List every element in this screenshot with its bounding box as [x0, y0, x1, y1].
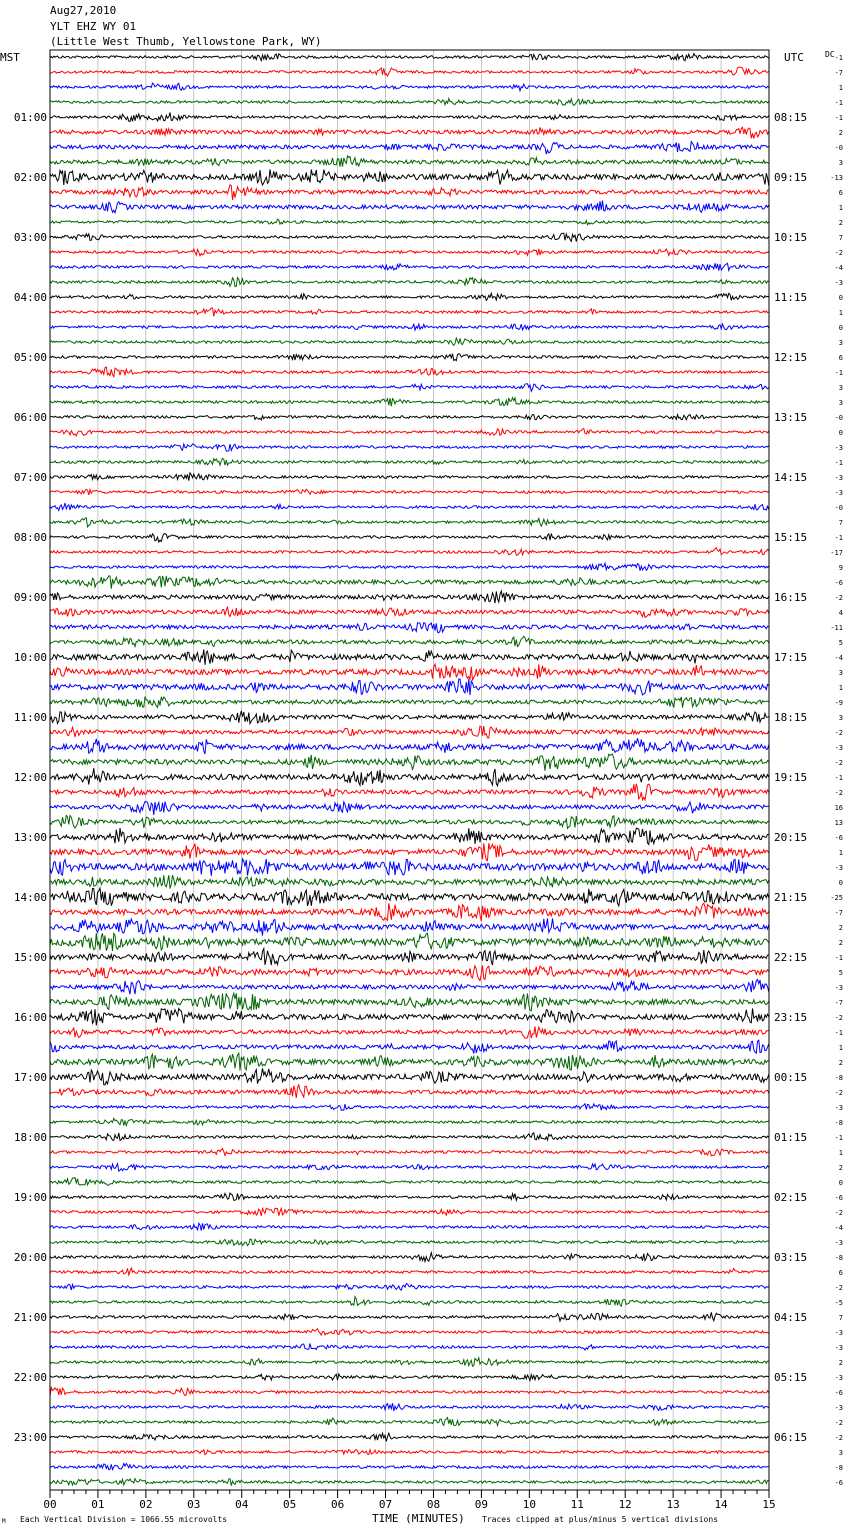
- trace-row: [50, 623, 769, 633]
- dc-offset-label: 2: [838, 1059, 843, 1067]
- trace-row: [50, 169, 769, 186]
- dc-offset-label: -1: [834, 954, 843, 962]
- plot-frame: [50, 50, 769, 1490]
- trace-row: [50, 354, 769, 361]
- mst-hour-label: 01:00: [13, 111, 47, 124]
- dc-offset-label: -3: [834, 1344, 843, 1352]
- dc-offset-label: -1: [834, 534, 843, 542]
- dc-offset-label: -2: [834, 1434, 843, 1442]
- x-tick-label: 02: [139, 1498, 153, 1511]
- dc-offset-label: 1: [838, 204, 843, 212]
- trace-row: [50, 367, 769, 377]
- mst-hour-label: 16:00: [13, 1011, 47, 1024]
- dc-offset-label: -3: [834, 864, 843, 872]
- trace-row: [50, 1239, 769, 1246]
- mst-hour-label: 14:00: [13, 891, 47, 904]
- trace-row: [50, 1433, 769, 1441]
- trace-row: [50, 142, 769, 155]
- dc-offset-label: -2: [834, 759, 843, 767]
- dc-offset-label: -7: [834, 909, 843, 917]
- x-tick-label: 08: [426, 1498, 441, 1511]
- trace-row: [50, 278, 769, 287]
- x-tick-label: 05: [283, 1498, 297, 1511]
- x-tick-label: 06: [330, 1498, 345, 1511]
- utc-hour-label: 16:15: [774, 591, 808, 604]
- trace-row: [50, 1479, 769, 1486]
- dc-offset-label: 0: [838, 294, 843, 302]
- utc-hour-label: 09:15: [774, 171, 808, 184]
- dc-offset-label: -0: [834, 414, 843, 422]
- trace-row: [50, 1149, 769, 1156]
- trace-row: [50, 933, 769, 951]
- utc-hour-label: 03:15: [774, 1251, 808, 1264]
- mst-hour-label: 11:00: [13, 711, 47, 724]
- x-tick-label: 03: [187, 1498, 201, 1511]
- trace-row: [50, 1104, 769, 1111]
- trace-row: [50, 518, 769, 527]
- trace-row: [50, 1450, 769, 1455]
- dc-offset-label: -17: [830, 549, 843, 557]
- x-tick-label: 15: [762, 1498, 776, 1511]
- dc-offset-label: 1: [838, 84, 843, 92]
- trace-row: [50, 1388, 769, 1397]
- dc-offset-label: 3: [838, 399, 843, 407]
- trace-row: [50, 489, 769, 495]
- scale-note: Each Vertical Division = 1066.55 microvolts: [20, 1515, 228, 1524]
- utc-label: UTC: [784, 51, 804, 64]
- dc-offset-label: 3: [838, 339, 843, 347]
- dc-offset-label: 3: [838, 159, 843, 167]
- header-location: (Little West Thumb, Yellowstone Park, WY): [50, 35, 322, 48]
- dc-offset-label: -6: [834, 1194, 843, 1202]
- dc-offset-label: -5: [834, 1299, 843, 1307]
- trace-row: [50, 1178, 769, 1186]
- dc-offset-label: -3: [834, 489, 843, 497]
- dc-offset-label: -2: [834, 249, 843, 257]
- dc-offset-label: 4: [838, 609, 843, 617]
- dc-offset-label: -3: [834, 474, 843, 482]
- dc-offset-label: 1: [838, 309, 843, 317]
- dc-offset-label: 7: [838, 1314, 843, 1322]
- trace-row: [50, 324, 769, 330]
- logo-mark: M: [2, 1518, 6, 1525]
- trace-row: [50, 1008, 769, 1025]
- x-tick-label: 12: [618, 1498, 632, 1511]
- dc-offset-label: 3: [838, 714, 843, 722]
- trace-layer: [50, 54, 769, 1486]
- dc-offset-label: -4: [834, 264, 843, 272]
- clip-note: Traces clipped at plus/minus 5 vertical divisions: [482, 1515, 719, 1524]
- trace-row: [50, 966, 769, 981]
- mst-hour-label: 07:00: [13, 471, 47, 484]
- grid-lines: [98, 50, 721, 1490]
- trace-row: [50, 429, 769, 436]
- mst-hour-label: 08:00: [13, 531, 47, 544]
- trace-row: [50, 918, 769, 935]
- dc-offset-label: -1: [834, 459, 843, 467]
- dc-offset-label: -7: [834, 999, 843, 1007]
- trace-row: [50, 768, 769, 786]
- dc-offset-label: 2: [838, 924, 843, 932]
- trace-row: [50, 293, 769, 300]
- trace-row: [50, 1026, 769, 1038]
- dc-offset-label: -3: [834, 279, 843, 287]
- trace-row: [50, 859, 769, 876]
- dc-offset-label: -9: [834, 699, 843, 707]
- trace-row: [50, 563, 769, 570]
- trace-row: [50, 263, 769, 271]
- trace-row: [50, 591, 769, 603]
- trace-row: [50, 534, 769, 543]
- utc-hour-label: 00:15: [774, 1071, 808, 1084]
- mst-hour-label: 22:00: [13, 1371, 47, 1384]
- trace-row: [50, 1253, 769, 1262]
- trace-row: [50, 1085, 769, 1098]
- trace-row: [50, 1208, 769, 1216]
- dc-offset-label: -2: [834, 729, 843, 737]
- trace-row: [50, 127, 769, 138]
- dc-offset-label: -3: [834, 1329, 843, 1337]
- trace-row: [50, 1053, 769, 1070]
- x-tick-label: 07: [378, 1498, 393, 1511]
- dc-offset-label: -1: [834, 54, 843, 62]
- dc-offset-label: -3: [834, 1404, 843, 1412]
- dc-offset-label: -3: [834, 744, 843, 752]
- trace-row: [50, 828, 769, 844]
- trace-row: [50, 384, 769, 392]
- mst-hour-label: 05:00: [13, 351, 47, 364]
- dc-offset-label: 6: [838, 354, 843, 362]
- dc-offset-label: -4: [834, 1224, 843, 1232]
- mst-hour-label: 12:00: [13, 771, 47, 784]
- dc-offset-label: -2: [834, 1419, 843, 1427]
- dc-offset-label: -6: [834, 579, 843, 587]
- mst-hour-label: 20:00: [13, 1251, 47, 1264]
- trace-row: [50, 738, 769, 754]
- trace-row: [50, 802, 769, 815]
- utc-hour-label: 23:15: [774, 1011, 808, 1024]
- utc-hour-label: 05:15: [774, 1371, 808, 1384]
- trace-row: [50, 1418, 769, 1426]
- dc-offset-label: -2: [834, 789, 843, 797]
- dc-offset-label: -6: [834, 1479, 843, 1487]
- dc-offset-label: -3: [834, 1104, 843, 1112]
- dc-offset-label: -2: [834, 1014, 843, 1022]
- mst-label: MST: [0, 51, 20, 64]
- mst-hour-label: 21:00: [13, 1311, 47, 1324]
- trace-row: [50, 156, 769, 167]
- axis-layer: [14, 54, 843, 1511]
- trace-row: [50, 979, 769, 994]
- dc-offset-label: 1: [838, 1044, 843, 1052]
- trace-row: [50, 548, 769, 556]
- dc-offset-label: 7: [838, 234, 843, 242]
- trace-row: [50, 99, 769, 106]
- dc-offset-label: -11: [830, 624, 843, 632]
- dc-offset-label: -8: [834, 1119, 843, 1127]
- utc-hour-label: 01:15: [774, 1131, 808, 1144]
- trace-row: [50, 1329, 769, 1335]
- mst-hour-label: 23:00: [13, 1431, 47, 1444]
- trace-row: [50, 1312, 769, 1321]
- utc-hour-label: 02:15: [774, 1191, 808, 1204]
- dc-offset-label: -13: [830, 174, 843, 182]
- trace-row: [50, 607, 769, 618]
- dc-offset-label: -4: [834, 654, 843, 662]
- trace-row: [50, 1164, 769, 1172]
- utc-hour-label: 14:15: [774, 471, 808, 484]
- trace-row: [50, 219, 769, 225]
- dc-offset-label: 1: [838, 684, 843, 692]
- trace-row: [50, 1297, 769, 1307]
- dc-offset-label: 1: [838, 1149, 843, 1157]
- x-axis-label: TIME (MINUTES): [372, 1512, 465, 1525]
- dc-offset-label: -3: [834, 1374, 843, 1382]
- trace-row: [50, 83, 769, 91]
- header-station: YLT EHZ WY 01: [50, 20, 137, 33]
- utc-hour-label: 06:15: [774, 1431, 808, 1444]
- dc-offset-label: 0: [838, 429, 843, 437]
- trace-row: [50, 1118, 769, 1125]
- dc-offset-label: -6: [834, 834, 843, 842]
- trace-row: [50, 754, 769, 771]
- dc-offset-label: 0: [838, 1179, 843, 1187]
- dc-offset-label: 3: [838, 384, 843, 392]
- dc-offset-label: -3: [834, 1239, 843, 1247]
- mst-hour-label: 10:00: [13, 651, 47, 664]
- dc-offset-label: -2: [834, 1089, 843, 1097]
- dc-offset-label: -3: [834, 444, 843, 452]
- mst-hour-label: 03:00: [13, 231, 47, 244]
- dc-offset-label: -1: [834, 1029, 843, 1037]
- utc-hour-label: 10:15: [774, 231, 808, 244]
- trace-row: [50, 503, 769, 511]
- dc-offset-label: 7: [838, 519, 843, 527]
- trace-row: [50, 1464, 769, 1470]
- trace-row: [50, 949, 769, 966]
- dc-offset-label: -8: [834, 1464, 843, 1472]
- trace-row: [50, 308, 769, 316]
- trace-row: [50, 903, 769, 921]
- trace-row: [50, 1403, 769, 1411]
- dc-offset-label: -1: [834, 1134, 843, 1142]
- mst-hour-label: 17:00: [13, 1071, 47, 1084]
- dc-offset-label: -7: [834, 69, 843, 77]
- x-tick-label: 11: [570, 1498, 584, 1511]
- mst-hour-label: 19:00: [13, 1191, 47, 1204]
- trace-row: [50, 458, 769, 465]
- trace-row: [50, 679, 769, 695]
- trace-row: [50, 1040, 769, 1053]
- trace-row: [50, 473, 769, 481]
- utc-hour-label: 21:15: [774, 891, 808, 904]
- dc-offset-label: -1: [834, 369, 843, 377]
- trace-row: [50, 338, 769, 345]
- mst-hour-label: 18:00: [13, 1131, 47, 1144]
- trace-row: [50, 636, 769, 646]
- trace-row: [50, 697, 769, 708]
- trace-row: [50, 1374, 769, 1381]
- dc-offset-label: 6: [838, 1269, 843, 1277]
- x-tick-label: 04: [235, 1498, 249, 1511]
- utc-hour-label: 13:15: [774, 411, 808, 424]
- x-tick-label: 09: [474, 1498, 489, 1511]
- trace-row: [50, 249, 769, 256]
- trace-row: [50, 726, 769, 738]
- dc-offset-label: 3: [838, 669, 843, 677]
- dc-offset-label: -0: [834, 144, 843, 152]
- utc-hour-label: 17:15: [774, 651, 808, 664]
- trace-row: [50, 711, 769, 724]
- utc-hour-label: 15:15: [774, 531, 808, 544]
- trace-row: [50, 1284, 769, 1291]
- trace-row: [50, 1068, 769, 1084]
- dc-offset-label: -2: [834, 1209, 843, 1217]
- dc-label: DC: [825, 50, 835, 59]
- dc-offset-label: -1: [834, 774, 843, 782]
- trace-row: [50, 54, 769, 61]
- dc-offset-label: -1: [834, 114, 843, 122]
- trace-row: [50, 444, 769, 451]
- dc-offset-label: -25: [830, 894, 843, 902]
- utc-hour-label: 20:15: [774, 831, 808, 844]
- trace-row: [50, 664, 769, 680]
- trace-row: [50, 888, 769, 906]
- dc-offset-label: 3: [838, 1449, 843, 1457]
- dc-offset-label: 0: [838, 324, 843, 332]
- utc-hour-label: 12:15: [774, 351, 808, 364]
- dc-offset-label: 0: [838, 879, 843, 887]
- x-tick-label: 00: [43, 1498, 57, 1511]
- trace-row: [50, 201, 769, 213]
- trace-row: [50, 875, 769, 888]
- utc-hour-label: 04:15: [774, 1311, 808, 1324]
- dc-offset-label: 9: [838, 564, 843, 572]
- dc-offset-label: 16: [834, 804, 843, 812]
- x-tick-label: 10: [522, 1498, 536, 1511]
- trace-row: [50, 398, 769, 407]
- mst-hour-label: 15:00: [13, 951, 47, 964]
- dc-offset-label: 6: [838, 189, 843, 197]
- dc-offset-label: -8: [834, 1254, 843, 1262]
- x-tick-label: 01: [91, 1498, 105, 1511]
- dc-offset-label: 5: [838, 969, 843, 977]
- trace-row: [50, 1133, 769, 1141]
- dc-offset-label: -3: [834, 984, 843, 992]
- mst-hour-label: 04:00: [13, 291, 47, 304]
- mst-hour-label: 13:00: [13, 831, 47, 844]
- trace-row: [50, 843, 769, 861]
- trace-row: [50, 113, 769, 122]
- dc-offset-label: 1: [838, 849, 843, 857]
- dc-offset-label: -2: [834, 594, 843, 602]
- trace-row: [50, 784, 769, 800]
- dc-offset-label: 2: [838, 939, 843, 947]
- utc-hour-label: 22:15: [774, 951, 808, 964]
- trace-row: [50, 1358, 769, 1367]
- trace-row: [50, 815, 769, 828]
- trace-row: [50, 1193, 769, 1200]
- dc-offset-label: -0: [834, 504, 843, 512]
- dc-offset-label: -1: [834, 99, 843, 107]
- trace-row: [50, 233, 769, 241]
- trace-row: [50, 576, 769, 589]
- dc-offset-label: 2: [838, 219, 843, 227]
- trace-row: [50, 415, 769, 420]
- x-tick-label: 13: [666, 1498, 680, 1511]
- dc-offset-label: -6: [834, 1389, 843, 1397]
- dc-offset-label: -2: [834, 1284, 843, 1292]
- trace-row: [50, 67, 769, 76]
- utc-hour-label: 08:15: [774, 111, 808, 124]
- dc-offset-label: 5: [838, 639, 843, 647]
- dc-offset-label: 2: [838, 129, 843, 137]
- utc-hour-label: 19:15: [774, 771, 808, 784]
- trace-row: [50, 1223, 769, 1230]
- trace-row: [50, 185, 769, 200]
- trace-row: [50, 993, 769, 1011]
- x-tick-label: 14: [714, 1498, 728, 1511]
- trace-row: [50, 1344, 769, 1351]
- header-date: Aug27,2010: [50, 4, 117, 17]
- dc-offset-label: 2: [838, 1359, 843, 1367]
- trace-row: [50, 649, 769, 664]
- mst-hour-label: 09:00: [13, 591, 47, 604]
- utc-hour-label: 18:15: [774, 711, 808, 724]
- trace-row: [50, 1268, 769, 1275]
- utc-hour-label: 11:15: [774, 291, 808, 304]
- dc-offset-label: 2: [838, 1164, 843, 1172]
- dc-offset-label: -8: [834, 1074, 843, 1082]
- mst-hour-label: 02:00: [13, 171, 47, 184]
- dc-offset-label: 13: [834, 819, 843, 827]
- mst-hour-label: 06:00: [13, 411, 47, 424]
